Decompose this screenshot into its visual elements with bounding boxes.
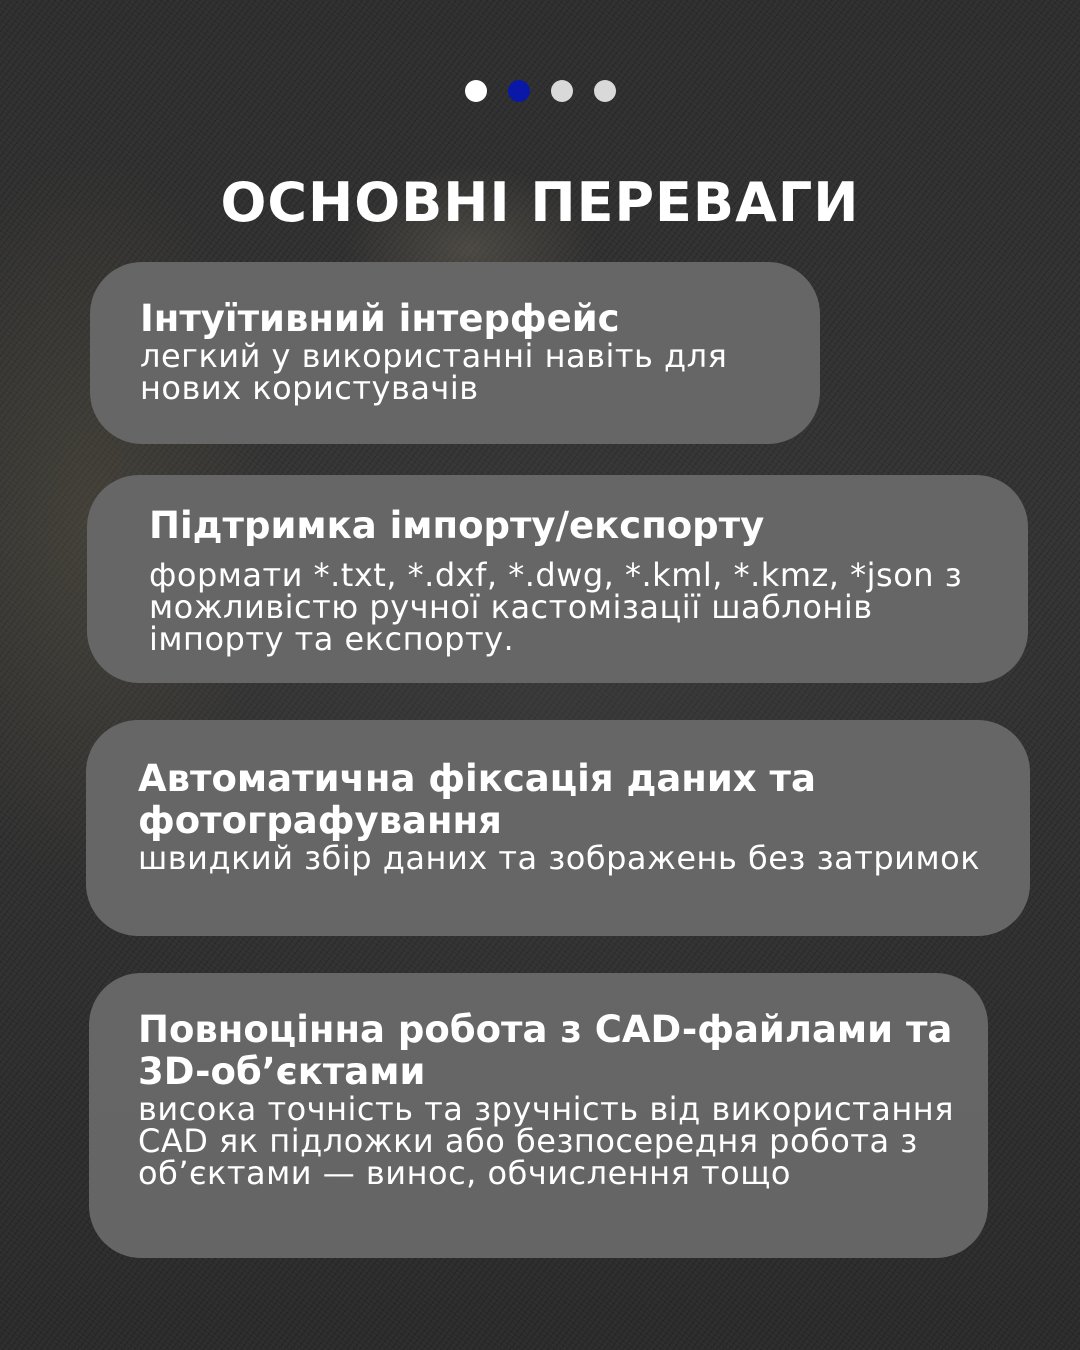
page-title: ОСНОВНІ ПЕРЕВАГИ: [220, 171, 860, 234]
page-dot-1[interactable]: [465, 80, 487, 102]
page-dot-2-active[interactable]: [508, 80, 530, 102]
feature-title: Повноцінна робота з CAD-файлами та 3D-об’єктами: [138, 1008, 953, 1093]
page-dot-3[interactable]: [551, 80, 573, 102]
feature-card-import-export: [87, 475, 1028, 683]
feature-card-interface: [90, 262, 820, 444]
feature-description: швидкий збір даних та зображень без затримок: [138, 839, 981, 877]
feature-card-data-capture: [86, 720, 1030, 936]
page-dot-4[interactable]: [594, 80, 616, 102]
feature-title: Автоматична фіксація даних та фотографування: [138, 757, 816, 842]
feature-description: легкий у використанні навіть для нових користувачів: [140, 337, 728, 407]
feature-title: Підтримка імпорту/експорту: [149, 504, 765, 547]
pagination-dots: [0, 80, 1080, 102]
feature-description: висока точність та зручність від використання CAD як підложки або безпосередня робота з об’єктами — винос, обчислення тощо: [138, 1090, 954, 1192]
feature-description: формати *.txt, *.dxf, *.dwg, *.kml, *.kmz, *json з можливістю ручної кастомізації шаблонів імпорту та експорту.: [149, 556, 963, 658]
feature-title: Інтуїтивний інтерфейс: [140, 297, 620, 340]
feature-card-cad-3d: [89, 973, 988, 1258]
